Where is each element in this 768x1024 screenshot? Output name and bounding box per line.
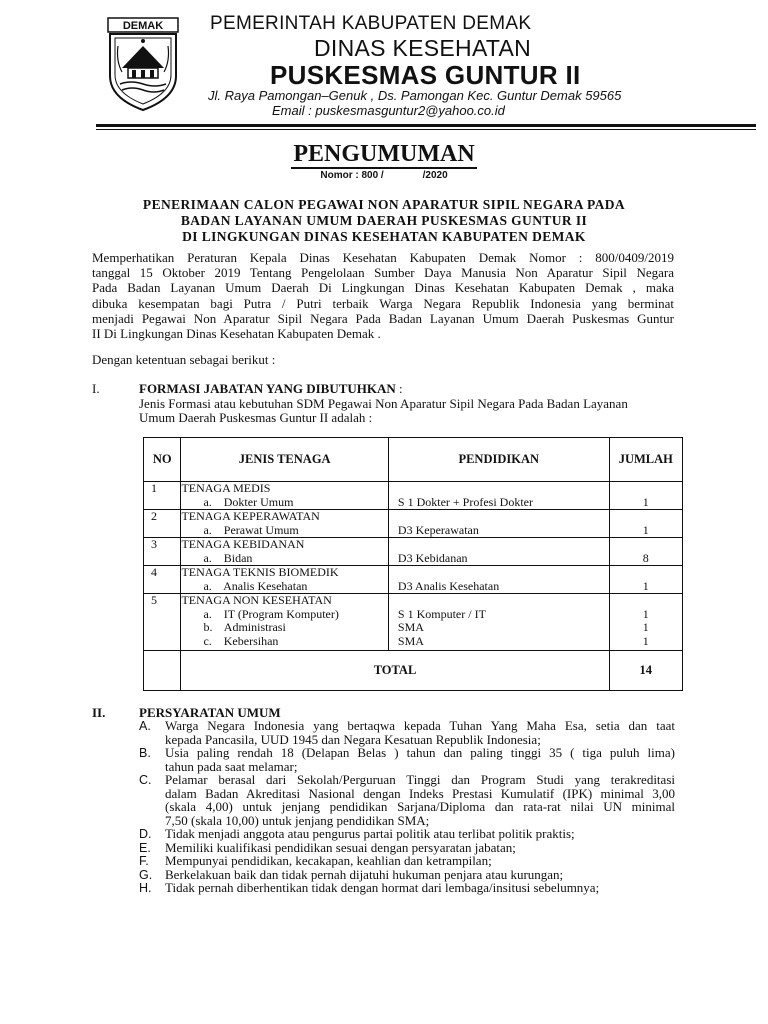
item-label: a. IT (Program Komputer) — [203, 606, 339, 621]
document-number: Nomor : 800 / /2020 — [320, 170, 448, 181]
row-no: 3 — [144, 538, 181, 566]
category-label: TENAGA KEPERAWATAN — [181, 509, 320, 523]
total-label: TOTAL — [181, 651, 609, 691]
letterhead-department: DINAS KESEHATAN — [314, 35, 532, 61]
letterhead-email: Email : puskesmasguntur2@yahoo.co.id — [272, 103, 505, 118]
table-row — [144, 482, 683, 510]
list-item: A. Warga Negara Indonesia yang bertaqwa kepada Tuhan Yang Maha Esa, setia dan taat kepada Pancasila, UUD 1945 dan Negara Kesatuan Republik Indonesia; — [139, 718, 675, 747]
item-label: a. Bidan — [203, 550, 253, 565]
row-pendidikan: S 1 Komputer / IT SMA SMA — [388, 594, 609, 651]
category-label: TENAGA NON KESEHATAN — [181, 593, 332, 607]
section1-desc-line: Umum Daerah Puskesmas Guntur II adalah : — [139, 410, 373, 425]
subject-line-1: PENERIMAAN CALON PEGAWAI NON APARATUR SIPIL NEGARA PADA — [142, 197, 626, 212]
table-row — [144, 594, 683, 651]
header-jenis-tenaga: JENIS TENAGA — [181, 438, 388, 482]
section2-heading: PERSYARATAN UMUM — [139, 705, 281, 720]
letterhead-rule-thin — [96, 129, 756, 130]
list-item: G. Berkelakuan baik dan tidak pernah dijatuhi hukuman penjara atau kurungan; — [139, 866, 564, 882]
section1-number: I. — [92, 381, 100, 396]
list-item: F. Mempunyai pendidikan, kecakapan, keahlian dan ketrampilan; — [139, 853, 492, 868]
table-total-row — [144, 651, 683, 691]
category-label: TENAGA TEKNIS BIOMEDIK — [181, 565, 339, 579]
intro-paragraph — [92, 250, 674, 341]
row-jumlah: 1 — [609, 566, 682, 594]
demak-regency-emblem — [104, 16, 182, 112]
item-label: a. Dokter Umum — [203, 494, 294, 509]
row-jumlah: 1 1 1 — [609, 594, 682, 651]
letterhead-address: Jl. Raya Pamongan–Genuk , Ds. Pamongan Kec. Guntur Demak 59565 — [208, 88, 622, 103]
row-jumlah: 8 — [609, 538, 682, 566]
row-jenis — [181, 594, 388, 651]
row-pendidikan: D3 Kebidanan — [388, 538, 609, 566]
formation-table — [143, 437, 683, 691]
ketentuan-text: Dengan ketentuan sebagai berikut : — [92, 352, 276, 367]
list-item: C. Pelamar berasal dari Sekolah/Perguruan Tinggi dan Program Studi yang terakreditasi dalam Badan Akreditasi Nasional dengan Indeks Prestasi Kumulatif (IPK) minimal 3,00 (skala 4,00) untuk jenjang pendidikan Sarjana/Diploma dan rata-rat nilai UN minimal 7,50 (skala 10,00) untuk jenjang pendidikan SMA; — [139, 772, 675, 828]
intro-line: dibuka kesempatan bagi Putra / Putri terbaik Warga Negara Republik Indonesia yang berminat — [92, 295, 674, 311]
total-spacer — [144, 651, 181, 691]
header-no: NO — [144, 438, 181, 482]
item-label: c. Kebersihan — [203, 633, 279, 648]
table-row — [144, 566, 683, 594]
letterhead-rule-thick — [96, 124, 756, 127]
intro-line: tanggal 15 Oktober 2019 Tentang Pengelolaan Sumber Daya Manusia Non Aparatur Sipil Negara — [92, 265, 674, 281]
item-label: a. Analis Kesehatan — [203, 578, 308, 593]
intro-line: Pada Badan Layanan Umum Daerah Di Lingkungan Dinas Kesehatan Kabupaten Demak , maka — [92, 280, 674, 296]
category-label: TENAGA MEDIS — [181, 481, 271, 495]
requirements-list — [139, 719, 675, 895]
item-label: a. Perawat Umum — [203, 522, 299, 537]
row-pendidikan: S 1 Dokter + Profesi Dokter — [388, 482, 609, 510]
row-pendidikan: D3 Keperawatan — [388, 510, 609, 538]
subject-line-2: BADAN LAYANAN UMUM DAERAH PUSKESMAS GUNTUR II — [180, 213, 588, 228]
list-item: D. Tidak menjadi anggota atau pengurus partai politik atau terlibat politik praktis; — [139, 826, 575, 841]
header-pendidikan: PENDIDIKAN — [388, 438, 609, 482]
header-jumlah: JUMLAH — [609, 438, 682, 482]
intro-line: Memperhatikan Peraturan Kepala Dinas Kesehatan Kabupaten Demak Nomor : 800/0409/2019 — [92, 250, 674, 265]
section2-number: II. — [92, 705, 106, 720]
row-jenis — [181, 566, 388, 594]
table-row — [144, 510, 683, 538]
letterhead-institution: PUSKESMAS GUNTUR II — [270, 60, 581, 90]
category-label: TENAGA KEBIDANAN — [181, 537, 305, 551]
row-jenis — [181, 538, 388, 566]
row-jumlah: 1 — [609, 482, 682, 510]
total-value: 14 — [609, 651, 682, 691]
section1-desc-line: Jenis Formasi atau kebutuhan SDM Pegawai Non Aparatur Sipil Negara Pada Badan Layanan — [139, 396, 628, 411]
section1-heading: FORMASI JABATAN YANG DIBUTUHKAN : — [139, 381, 403, 396]
row-jenis — [181, 482, 388, 510]
subject-line-3: DI LINGKUNGAN DINAS KESEHATAN KABUPATEN DEMAK — [182, 229, 586, 244]
row-no: 2 — [144, 510, 181, 538]
item-label: b. Administrasi — [203, 620, 286, 634]
list-item: B. Usia paling rendah 18 (Delapan Belas ) tahun dan paling tinggi 35 ( tiga puluh lima) tahun pada saat melamar; — [139, 745, 675, 774]
row-no: 4 — [144, 566, 181, 594]
row-no: 5 — [144, 594, 181, 651]
row-jumlah: 1 — [609, 510, 682, 538]
row-jenis — [181, 510, 388, 538]
intro-line: II Di Lingkungan Dinas Kesehatan Kabupaten Demak . — [92, 325, 381, 341]
list-item: H. Tidak pernah diberhentikan tidak dengan hormat dari lembaga/insitusi sebelumnya; — [139, 880, 600, 895]
intro-line: menjadi Pegawai Non Aparatur Sipil Negara Pada Badan Layanan Umum Daerah Puskesmas Guntur — [92, 310, 674, 326]
svg-text:DEMAK: DEMAK — [122, 20, 164, 32]
row-pendidikan: D3 Analis Kesehatan — [388, 566, 609, 594]
table-row — [144, 538, 683, 566]
table-header-row — [144, 438, 683, 482]
row-no: 1 — [144, 482, 181, 510]
page-title: PENGUMUMAN — [293, 141, 475, 167]
letterhead-government: PEMERINTAH KABUPATEN DEMAK — [210, 13, 532, 34]
list-item: E. Memiliki kualifikasi pendidikan sesuai dengan persyaratan jabatan; — [139, 839, 516, 855]
